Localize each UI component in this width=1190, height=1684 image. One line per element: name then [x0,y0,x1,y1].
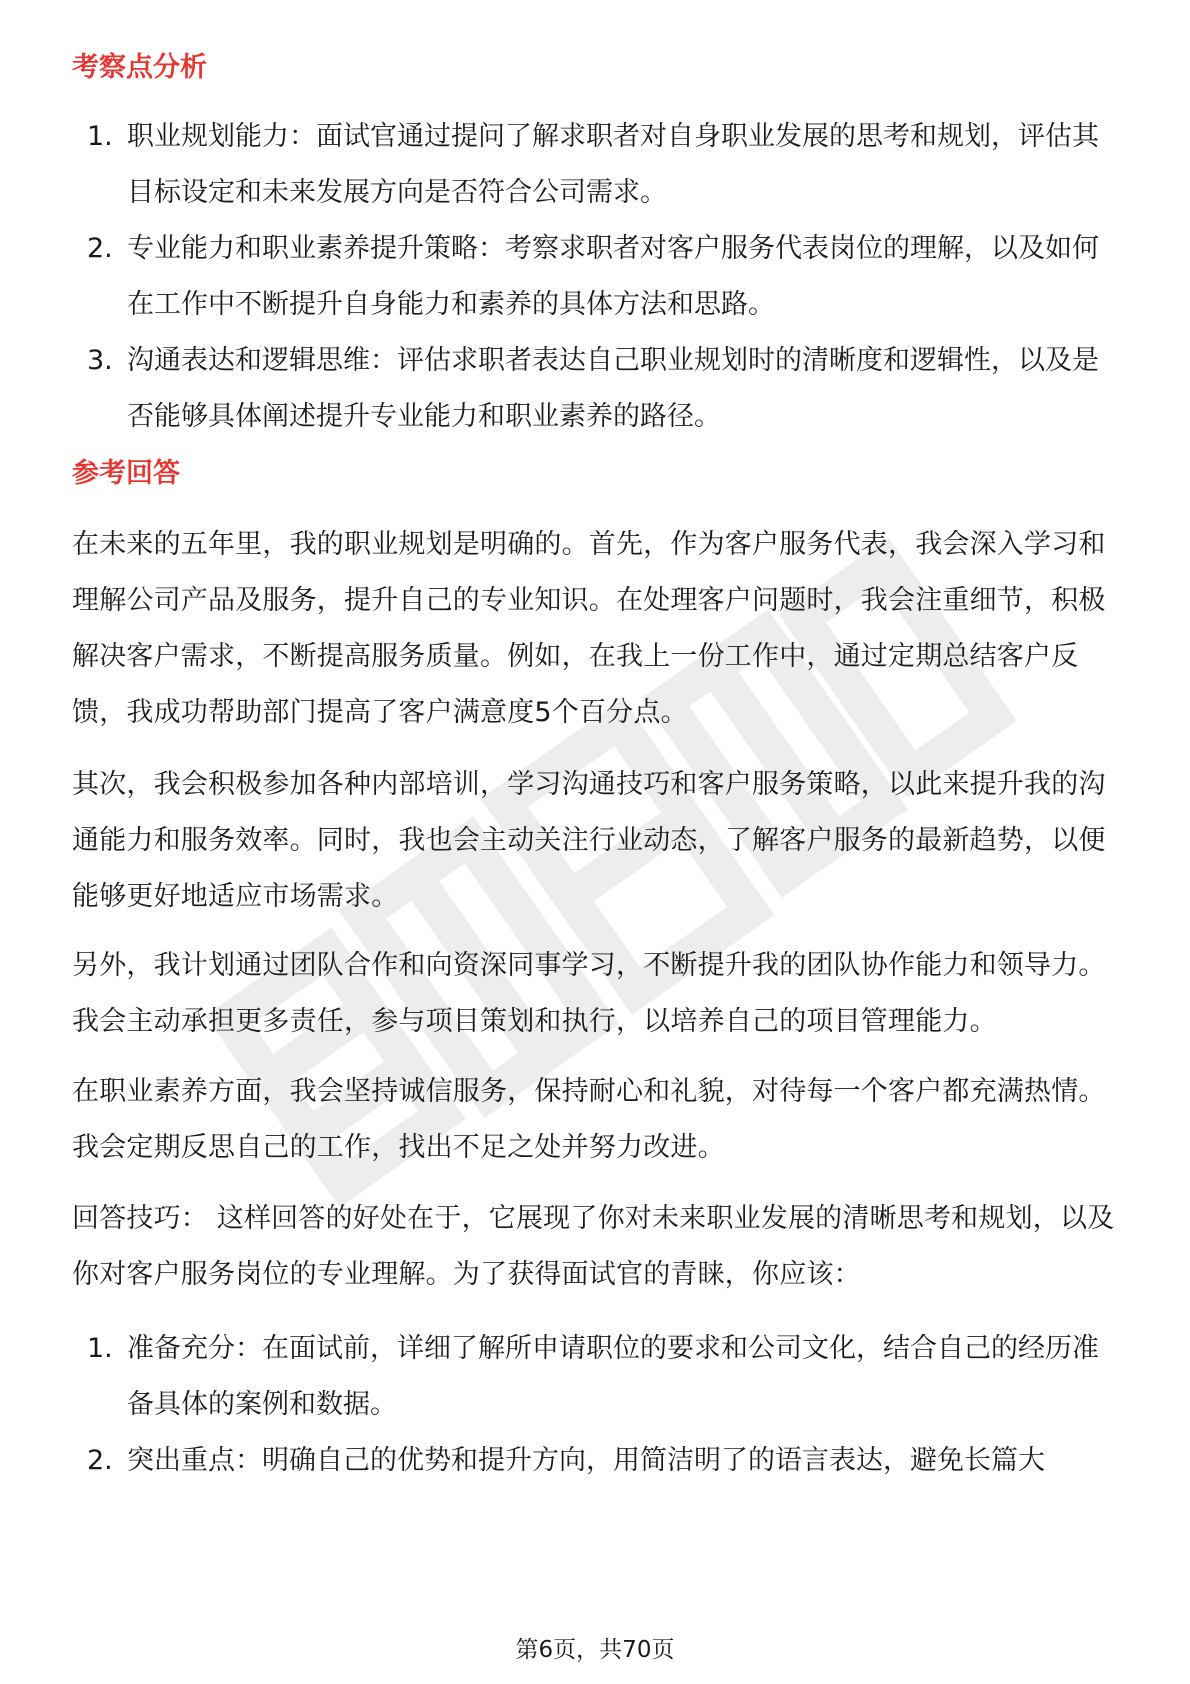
answer-paragraph: 另外，我计划通过团队合作和向资深同事学习，不断提升我的团队协作能力和领导力。我会主动承担更多责任，参与项目策划和执行，以培养自己的项目管理能力。 [72,950,1106,1037]
list-item-number: 2. [87,233,113,264]
list-item-text: 沟通表达和逻辑思维：评估求职者表达自己职业规划时的清晰度和逻辑性，以及是否能够具体阐述提升专业能力和职业素养的路径。 [127,345,1099,432]
answer-paragraph: 其次，我会积极参加各种内部培训，学习沟通技巧和客户服务策略，以此来提升我的沟通能力和服务效率。同时，我也会主动关注行业动态，了解客户服务的最新趋势，以便能够更好地适应市场需求。 [72,769,1106,912]
section-title-reference-answer: 参考回答 [72,458,180,489]
list-item [72,333,1122,445]
list-item-text: 专业能力和职业素养提升策略：考察求职者对客户服务代表岗位的理解，以及如何在工作中不断提升自身能力和素养的具体方法和思路。 [127,233,1099,320]
list-item-number: 3. [87,345,113,376]
list-item [72,1433,1122,1489]
section-title-analysis: 考察点分析 [72,52,207,83]
list-item [72,221,1122,333]
answer-paragraph: 在职业素养方面，我会坚持诚信服务，保持耐心和礼貌，对待每一个客户都充满热情。我会定期反思自己的工作，找出不足之处并努力改进。 [72,1076,1106,1163]
list-item-number: 2. [87,1445,113,1476]
tips-list [72,1321,1122,1489]
analysis-list [72,109,1122,445]
list-item [72,109,1122,221]
list-item [72,1321,1122,1433]
page-number: 第6页，共70页 [515,1637,675,1663]
list-item-text: 职业规划能力：面试官通过提问了解求职者对自身职业发展的思考和规划，评估其目标设定和未来发展方向是否符合公司需求。 [127,121,1099,208]
answer-paragraph: 在未来的五年里，我的职业规划是明确的。首先，作为客户服务代表，我会深入学习和理解公司产品及服务，提升自己的专业知识。在处理客户问题时，我会注重细节，积极解决客户需求，不断提高服务质量。例如，在我上一份工作中，通过定期总结客户反馈，我成功帮助部门提高了客户满意度5个百分点。 [72,529,1106,728]
list-item-text: 准备充分：在面试前，详细了解所申请职位的要求和公司文化，结合自己的经历准备具体的案例和数据。 [127,1333,1099,1420]
list-item-number: 1. [87,121,113,152]
answer-tips-intro: 回答技巧： 这样回答的好处在于，它展现了你对未来职业发展的清晰思考和规划，以及你对客户服务岗位的专业理解。为了获得面试官的青睐，你应该： [72,1203,1115,1290]
list-item-text: 突出重点：明确自己的优势和提升方向，用简洁明了的语言表达，避免长篇大 [127,1445,1045,1476]
list-item-number: 1. [87,1333,113,1364]
